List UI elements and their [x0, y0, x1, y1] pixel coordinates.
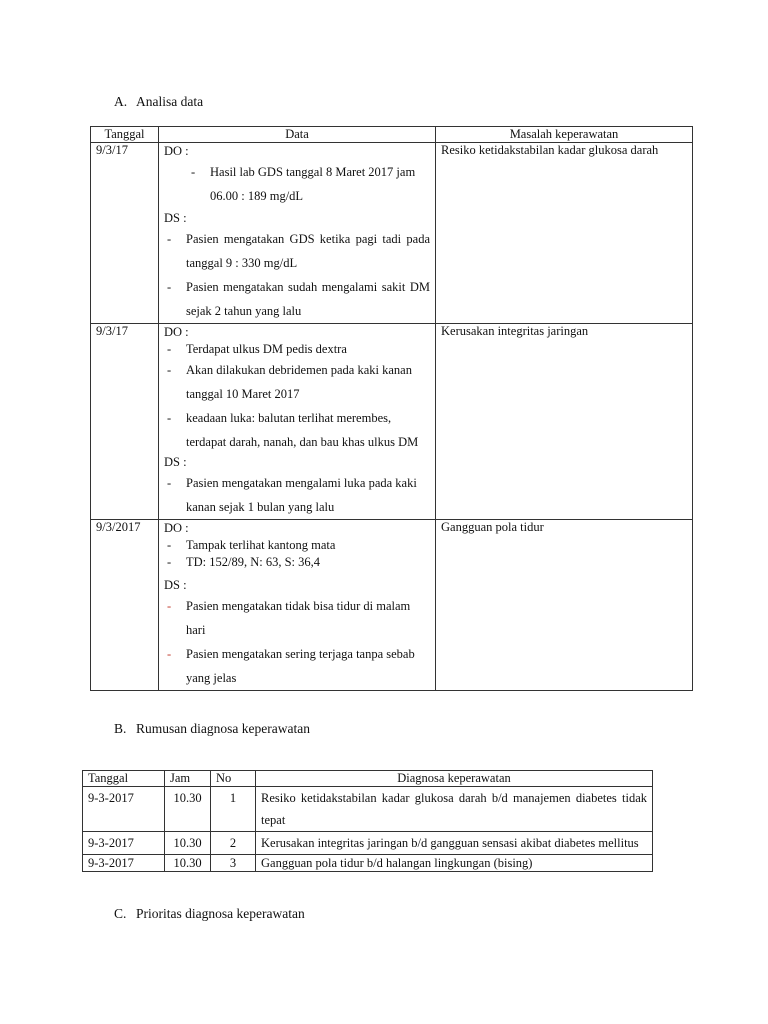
row2-do-item-1: Terdapat ulkus DM pedis dextra [186, 342, 347, 356]
list-item [164, 227, 430, 275]
list-item [164, 341, 430, 358]
table-row [91, 324, 693, 520]
row2-do-list [164, 341, 430, 454]
header-diagnosa: Diagnosa keperawatan [256, 771, 653, 787]
section-c-title: Prioritas diagnosa keperawatan [136, 906, 305, 921]
table-row [83, 832, 653, 855]
bullet-dash: - [191, 165, 196, 179]
list-item [164, 537, 430, 554]
section-b-title: Rumusan diagnosa keperawatan [136, 721, 310, 736]
list-item [164, 642, 430, 690]
bullet-dash: - [167, 232, 172, 246]
row1-do-list [164, 160, 430, 208]
bullet-dash: - [167, 280, 172, 294]
row2-ds-list [164, 471, 430, 519]
row3-data [159, 520, 436, 691]
list-item [188, 160, 430, 208]
section-a-letter: A. [114, 94, 128, 109]
row1-ds-list [164, 227, 430, 323]
row1-do-label: DO : [164, 144, 189, 158]
diag3-time: 10.30 [165, 855, 211, 872]
section-a-title: Analisa data [136, 94, 204, 109]
list-item [164, 471, 430, 519]
header-jam: Jam [165, 771, 211, 787]
header-data: Data [159, 127, 436, 143]
row2-date: 9/3/17 [91, 324, 159, 520]
list-item [164, 594, 430, 642]
row3-ds-label: DS : [164, 578, 187, 592]
header-tanggal: Tanggal [91, 127, 159, 143]
row1-problem: Resiko ketidakstabilan kadar glukosa darah [436, 143, 693, 324]
row2-ds-item-1: Pasien mengatakan mengalami luka pada kaki kanan sejak 1 bulan yang lalu [186, 476, 417, 514]
row3-ds-item-1: Pasien mengatakan tidak bisa tidur di malam hari [186, 599, 411, 637]
bullet-dash: - [167, 599, 172, 613]
diag2-text: Kerusakan integritas jaringan b/d gangguan sensasi akibat diabetes mellitus [256, 832, 653, 855]
diag3-text: Gangguan pola tidur b/d halangan lingkungan (bising) [256, 855, 653, 872]
table-a-header-row [91, 127, 693, 143]
row3-do-item-1: Tampak terlihat kantong mata [186, 538, 336, 552]
section-c-heading [114, 906, 305, 922]
diag2-no: 2 [211, 832, 256, 855]
list-item [164, 554, 430, 571]
analisa-data-table [90, 126, 693, 691]
section-c-letter: C. [114, 906, 127, 921]
section-a-heading [114, 94, 203, 110]
list-item [164, 406, 430, 454]
bullet-dash: - [167, 476, 172, 490]
header-tanggal: Tanggal [83, 771, 165, 787]
list-item [164, 358, 430, 406]
diag2-time: 10.30 [165, 832, 211, 855]
row2-do-item-3: keadaan luka: balutan terlihat merembes, terdapat darah, nanah, dan bau khas ulkus DM [186, 411, 419, 449]
table-row [83, 855, 653, 872]
row3-do-list [164, 537, 430, 571]
row3-ds-list [164, 594, 430, 690]
section-b-heading [114, 721, 310, 737]
list-item [164, 275, 430, 323]
bullet-dash: - [167, 363, 172, 377]
row3-date: 9/3/2017 [91, 520, 159, 691]
table-b-header-row [83, 771, 653, 787]
rumusan-diagnosa-table [82, 770, 653, 872]
row2-ds-label: DS : [164, 455, 187, 469]
row2-problem: Kerusakan integritas jaringan [436, 324, 693, 520]
table-row [91, 520, 693, 691]
bullet-dash: - [167, 538, 172, 552]
diag3-date: 9-3-2017 [83, 855, 165, 872]
row3-problem: Gangguan pola tidur [436, 520, 693, 691]
row1-ds-label: DS : [164, 211, 187, 225]
row2-do-label: DO : [164, 325, 189, 339]
header-no: No [211, 771, 256, 787]
table-row [83, 787, 653, 832]
row2-data [159, 324, 436, 520]
bullet-dash: - [167, 647, 172, 661]
row1-data [159, 143, 436, 324]
section-b-letter: B. [114, 721, 127, 736]
row3-ds-item-2: Pasien mengatakan sering terjaga tanpa sebab yang jelas [186, 647, 415, 685]
bullet-dash: - [167, 555, 172, 569]
row1-ds-item-2: Pasien mengatakan sudah mengalami sakit DM sejak 2 tahun yang lalu [186, 280, 430, 318]
row2-do-item-2: Akan dilakukan debridemen pada kaki kanan tanggal 10 Maret 2017 [186, 363, 412, 401]
table-row [91, 143, 693, 324]
diag1-text: Resiko ketidakstabilan kadar glukosa darah b/d manajemen diabetes tidak tepat [256, 787, 653, 832]
diag3-no: 3 [211, 855, 256, 872]
row1-do-item-1: Hasil lab GDS tanggal 8 Maret 2017 jam 06.00 : 189 mg/dL [210, 165, 416, 203]
diag1-date: 9-3-2017 [83, 787, 165, 832]
bullet-dash: - [167, 342, 172, 356]
diag1-no: 1 [211, 787, 256, 832]
row3-do-label: DO : [164, 521, 189, 535]
diag1-time: 10.30 [165, 787, 211, 832]
row1-date: 9/3/17 [91, 143, 159, 324]
row1-ds-item-1: Pasien mengatakan GDS ketika pagi tadi pada tanggal 9 : 330 mg/dL [186, 232, 430, 270]
diag2-date: 9-3-2017 [83, 832, 165, 855]
row3-do-item-2: TD: 152/89, N: 63, S: 36,4 [186, 555, 321, 569]
header-masalah: Masalah keperawatan [436, 127, 693, 143]
bullet-dash: - [167, 411, 172, 425]
